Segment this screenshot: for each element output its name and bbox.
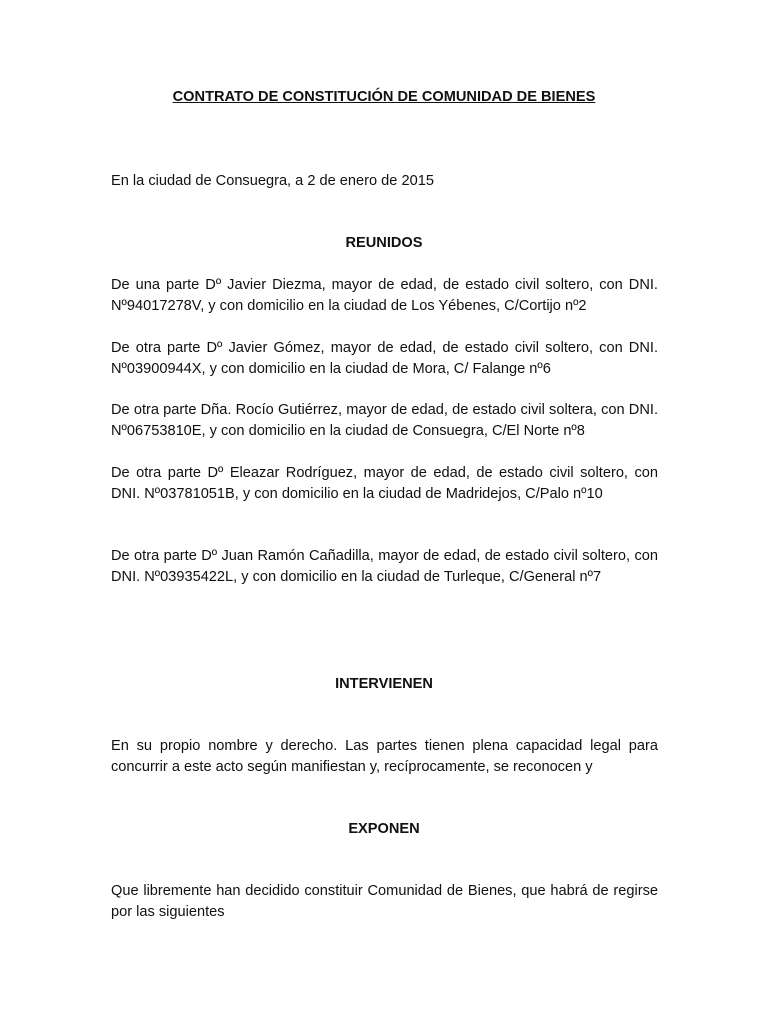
place-date: En la ciudad de Consuegra, a 2 de enero de 2015 [111, 173, 434, 189]
party-paragraph-3: De otra parte Dña. Rocío Gutiérrez, mayor de edad, de estado civil soltera, con DNI. Nº06753810E, y con domicilio en la ciudad de Consuegra, C/El Norte nº8 [111, 402, 658, 439]
heading-intervienen: INTERVIENEN [335, 676, 433, 692]
party-paragraph-1: De una parte Dº Javier Diezma, mayor de edad, de estado civil soltero, con DNI. Nº94017278V, y con domicilio en la ciudad de Los Yébenes, C/Cortijo nº2 [111, 277, 658, 314]
exponen-paragraph: Que libremente han decidido constituir Comunidad de Bienes, que habrá de regirse por las siguientes [111, 883, 658, 920]
intervienen-paragraph: En su propio nombre y derecho. Las partes tienen plena capacidad legal para concurrir a este acto según manifiestan y, recíprocamente, se reconocen y [111, 738, 658, 775]
party-paragraph-2: De otra parte Dº Javier Gómez, mayor de edad, de estado civil soltero, con DNI. Nº03900944X, y con domicilio en la ciudad de Mora, C/ Falange nº6 [111, 340, 658, 377]
document-title: CONTRATO DE CONSTITUCIÓN DE COMUNIDAD DE BIENES [172, 89, 596, 105]
party-paragraph-4: De otra parte Dº Eleazar Rodríguez, mayor de edad, de estado civil soltero, con DNI. Nº03781051B, y con domicilio en la ciudad de Madridejos, C/Palo nº10 [111, 465, 658, 502]
party-paragraph-5: De otra parte Dº Juan Ramón Cañadilla, mayor de edad, de estado civil soltero, con DNI. Nº03935422L, y con domicilio en la ciudad de Turleque, C/General nº7 [111, 548, 658, 585]
heading-exponen: EXPONEN [348, 821, 420, 837]
heading-reunidos: REUNIDOS [345, 235, 423, 251]
